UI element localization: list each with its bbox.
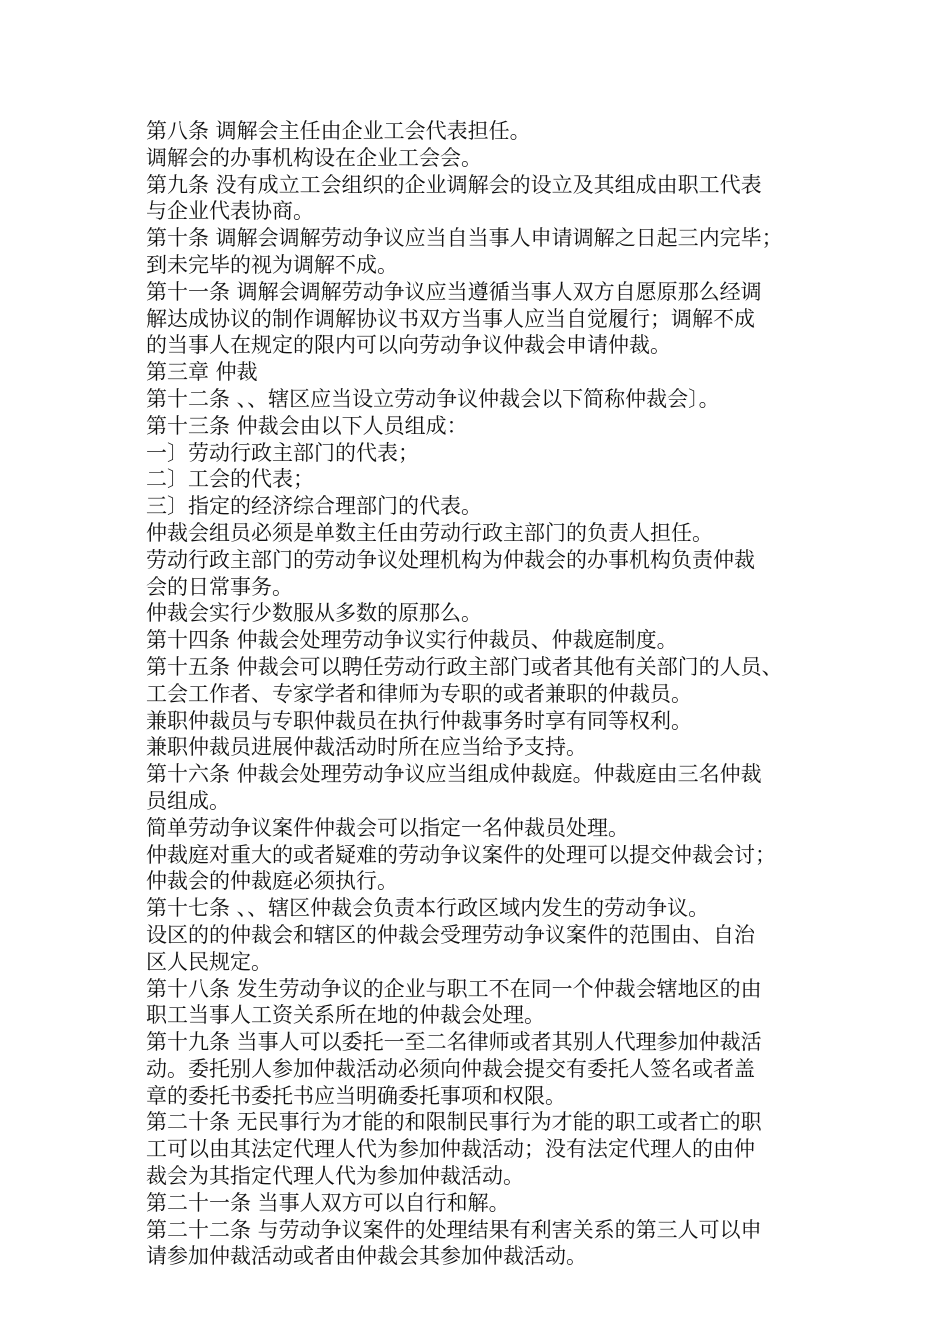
text-line: 到未完毕的视为调解不成。 — [146, 252, 398, 277]
text-line: 兼职仲裁员进展仲裁活动时所在应当给予支持。 — [146, 735, 587, 760]
text-line: 第二十二条 与劳动争议案件的处理结果有利害关系的第三人可以申 — [146, 1217, 762, 1242]
text-line: 裁会为其指定代理人代为参加仲裁活动。 — [146, 1164, 524, 1189]
text-line: 解达成协议的制作调解协议书双方当事人应当自觉履行；调解不成 — [146, 306, 755, 331]
text-line: 第十九条 当事人可以委托一至二名律师或者其别人代理参加仲裁活 — [146, 1030, 762, 1055]
text-line: 仲裁庭对重大的或者疑难的劳动争议案件的处理可以提交仲裁会讨； — [146, 842, 776, 867]
text-line: 第八条 调解会主任由企业工会代表担任。 — [146, 119, 531, 143]
text-line: 第十八条 发生劳动争议的企业与职工不在同一个仲裁会辖地区的由 — [146, 976, 762, 1001]
document-body — [146, 118, 806, 1270]
text-line: 劳动行政主部门的劳动争议处理机构为仲裁会的办事机构负责仲裁 — [146, 547, 755, 572]
text-line: 的当事人在规定的限内可以向劳动争议仲裁会申请仲裁。 — [146, 333, 671, 358]
text-line: 仲裁会实行少数服从多数的原那么。 — [146, 601, 482, 626]
text-line: 一〕劳动行政主部门的代表； — [146, 440, 419, 465]
text-line: 第十二条 、、辖区应当设立劳动争议仲裁会以下简称仲裁会〕。 — [146, 386, 720, 411]
text-line: 第二十条 无民事行为才能的和限制民事行为才能的职工或者亡的职 — [146, 1110, 762, 1135]
text-line: 请参加仲裁活动或者由仲裁会其参加仲裁活动。 — [146, 1244, 587, 1269]
text-line: 简单劳动争议案件仲裁会可以指定一名仲裁员处理。 — [146, 815, 629, 840]
text-line: 第九条 没有成立工会组织的企业调解会的设立及其组成由职工代表 — [146, 172, 762, 197]
text-line: 第十一条 调解会调解劳动争议应当遵循当事人双方自愿原那么经调 — [146, 279, 762, 304]
text-line: 员组成。 — [146, 788, 230, 813]
text-line: 三〕指定的经济综合理部门的代表。 — [146, 494, 482, 519]
text-line: 工可以由其法定代理人代为参加仲裁活动；没有法定代理人的由仲 — [146, 1137, 755, 1162]
text-line: 与企业代表协商。 — [146, 199, 314, 224]
text-line: 第十三条 仲裁会由以下人员组成： — [146, 413, 468, 438]
text-line: 兼职仲裁员与专职仲裁员在执行仲裁事务时享有同等权利。 — [146, 708, 692, 733]
text-line: 职工当事人工资关系所在地的仲裁会处理。 — [146, 1003, 545, 1028]
text-line: 第十六条 仲裁会处理劳动争议应当组成仲裁庭。仲裁庭由三名仲裁 — [146, 762, 762, 787]
text-line: 第十四条 仲裁会处理劳动争议实行仲裁员、仲裁庭制度。 — [146, 628, 678, 653]
text-line: 动。委托别人参加仲裁活动必须向仲裁会提交有委托人签名或者盖 — [146, 1056, 755, 1081]
chapter-heading: 第三章 仲裁 — [146, 360, 258, 385]
text-line: 第十七条 、、辖区仲裁会负责本行政区域内发生的劳动争议。 — [146, 896, 710, 921]
text-line: 二〕工会的代表； — [146, 467, 314, 492]
text-line: 会的日常事务。 — [146, 574, 293, 599]
text-line: 区人民规定。 — [146, 949, 272, 974]
text-line: 仲裁会组员必须是单数主任由劳动行政主部门的负责人担任。 — [146, 520, 713, 545]
text-line: 第十条 调解会调解劳动争议应当自当事人申请调解之日起三内完毕； — [146, 226, 783, 251]
text-line: 设区的的仲裁会和辖区的仲裁会受理劳动争议案件的范围由、自治 — [146, 922, 755, 947]
text-line: 仲裁会的仲裁庭必须执行。 — [146, 869, 398, 894]
text-line: 第十五条 仲裁会可以聘任劳动行政主部门或者其他有关部门的人员、 — [146, 654, 783, 679]
text-line: 调解会的办事机构设在企业工会会。 — [146, 145, 482, 170]
text-line: 第二十一条 当事人双方可以自行和解。 — [146, 1190, 510, 1215]
text-line: 章的委托书委托书应当明确委托事项和权限。 — [146, 1083, 566, 1108]
text-line: 工会工作者、专家学者和律师为专职的或者兼职的仲裁员。 — [146, 681, 692, 706]
